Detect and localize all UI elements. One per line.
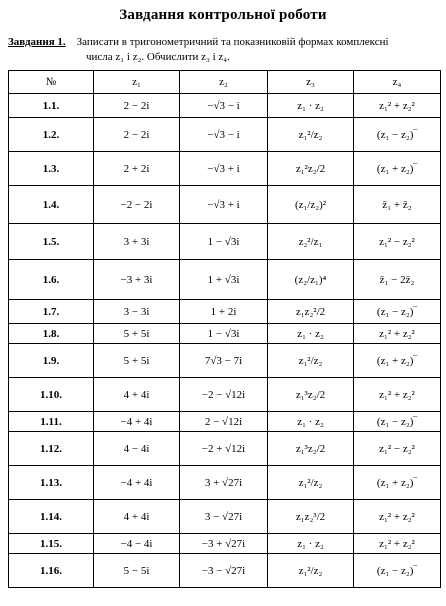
z2-value: −√3 − i bbox=[207, 128, 240, 141]
cell-z4 bbox=[354, 260, 441, 300]
header-z1: z₁ bbox=[94, 71, 180, 94]
cell-number bbox=[9, 344, 94, 378]
table-row bbox=[9, 466, 441, 500]
z4-value: z₁² + z₂² bbox=[379, 327, 415, 340]
cell-z1 bbox=[94, 260, 180, 300]
cell-z3 bbox=[268, 534, 354, 554]
table-body bbox=[9, 94, 441, 588]
cell-z2 bbox=[180, 500, 268, 534]
task-number: 1.8. bbox=[42, 327, 60, 340]
cell-z1 bbox=[94, 500, 180, 534]
cell-z3 bbox=[268, 344, 354, 378]
z4-value: z₁² − z₂² bbox=[379, 442, 415, 455]
table-row bbox=[9, 534, 441, 554]
cell-z4 bbox=[354, 300, 441, 324]
cell-z1 bbox=[94, 118, 180, 152]
z1-value: −4 + 4i bbox=[120, 476, 153, 489]
cell-z2 bbox=[180, 344, 268, 378]
cell-z4 bbox=[354, 500, 441, 534]
table-row bbox=[9, 186, 441, 224]
z2-value: −3 − √27i bbox=[201, 564, 246, 577]
cell-z4 bbox=[354, 94, 441, 118]
table-header-row bbox=[9, 71, 441, 94]
cell-z1 bbox=[94, 412, 180, 432]
task-number: 1.12. bbox=[40, 442, 62, 455]
task-number: 1.3. bbox=[42, 162, 60, 175]
cell-z1 bbox=[94, 432, 180, 466]
cell-number bbox=[9, 260, 94, 300]
z4-value: z̄₁ − 2z̄₂ bbox=[379, 273, 415, 286]
cell-z3 bbox=[268, 152, 354, 186]
task-number: 1.14. bbox=[40, 510, 62, 523]
z2-value: 2 − √12i bbox=[204, 415, 243, 428]
z4-value: (z₁ + z₂)‾ bbox=[376, 476, 418, 489]
cell-z3 bbox=[268, 412, 354, 432]
z3-value: z₁²z₂/2 bbox=[295, 162, 326, 175]
header-z3: z₃ bbox=[268, 71, 354, 94]
cell-z3 bbox=[268, 118, 354, 152]
z1-value: −4 + 4i bbox=[120, 415, 153, 428]
z3-value: z₁ · z₂ bbox=[297, 537, 324, 550]
z4-value: z₁² + z₂² bbox=[379, 537, 415, 550]
table-row bbox=[9, 94, 441, 118]
cell-z2 bbox=[180, 466, 268, 500]
cell-z3 bbox=[268, 554, 354, 588]
table-row bbox=[9, 118, 441, 152]
cell-number bbox=[9, 118, 94, 152]
cell-z4 bbox=[354, 118, 441, 152]
table-row bbox=[9, 224, 441, 260]
z4-value: z₁² + z₂² bbox=[379, 388, 415, 401]
table-row bbox=[9, 344, 441, 378]
cell-z3 bbox=[268, 324, 354, 344]
z1-value: 2 − 2i bbox=[123, 99, 150, 112]
cell-z1 bbox=[94, 224, 180, 260]
table-row bbox=[9, 300, 441, 324]
z1-value: 3 + 3i bbox=[123, 235, 150, 248]
header-number: № bbox=[9, 71, 94, 94]
z1-value: 5 − 5i bbox=[123, 564, 150, 577]
z2-value: −√3 + i bbox=[207, 198, 240, 211]
task-number: 1.7. bbox=[42, 305, 60, 318]
table-row bbox=[9, 500, 441, 534]
z3-value: z₁²/z₂ bbox=[298, 354, 323, 367]
task-number: 1.13. bbox=[40, 476, 62, 489]
z4-value: z₁² − z₂² bbox=[379, 235, 415, 248]
z1-value: 2 − 2i bbox=[123, 128, 150, 141]
header-z2: z₂ bbox=[180, 71, 268, 94]
cell-z2 bbox=[180, 378, 268, 412]
table-row bbox=[9, 324, 441, 344]
cell-z2 bbox=[180, 412, 268, 432]
cell-z1 bbox=[94, 186, 180, 224]
z1-value: 4 + 4i bbox=[123, 510, 150, 523]
task-statement bbox=[8, 35, 440, 65]
z1-value: 3 − 3i bbox=[123, 305, 150, 318]
task-number: 1.15. bbox=[40, 537, 62, 550]
cell-z4 bbox=[354, 534, 441, 554]
cell-number bbox=[9, 94, 94, 118]
cell-z1 bbox=[94, 300, 180, 324]
z1-value: 5 + 5i bbox=[123, 354, 150, 367]
z3-value: z₁z₂²/2 bbox=[295, 305, 326, 318]
cell-z3 bbox=[268, 300, 354, 324]
cell-z4 bbox=[354, 554, 441, 588]
cell-z1 bbox=[94, 534, 180, 554]
cell-number bbox=[9, 186, 94, 224]
z3-value: z₁ · z₂ bbox=[297, 99, 324, 112]
z2-value: −2 + √12i bbox=[201, 442, 246, 455]
cell-z1 bbox=[94, 152, 180, 186]
z3-value: z₁ · z₂ bbox=[297, 327, 324, 340]
cell-z3 bbox=[268, 378, 354, 412]
task-number: 1.4. bbox=[42, 198, 60, 211]
cell-z1 bbox=[94, 554, 180, 588]
z1-value: −2 − 2i bbox=[120, 198, 153, 211]
z3-value: (z₁/z₂)² bbox=[294, 198, 327, 211]
z1-value: 2 + 2i bbox=[123, 162, 150, 175]
cell-z2 bbox=[180, 152, 268, 186]
z4-value: z̄₁ + z̄₂ bbox=[382, 198, 412, 211]
cell-z1 bbox=[94, 466, 180, 500]
cell-z2 bbox=[180, 94, 268, 118]
z3-value: z₁ · z₂ bbox=[297, 415, 324, 428]
task-number: 1.5. bbox=[42, 235, 60, 248]
header-z4: z₄ bbox=[354, 71, 441, 94]
cell-z2 bbox=[180, 118, 268, 152]
z2-value: 1 − √3i bbox=[207, 235, 240, 248]
z2-value: −2 − √12i bbox=[201, 388, 246, 401]
task-number: 1.6. bbox=[42, 273, 60, 286]
task-number: 1.9. bbox=[42, 354, 60, 367]
table-row bbox=[9, 260, 441, 300]
cell-number bbox=[9, 412, 94, 432]
cell-z3 bbox=[268, 432, 354, 466]
task-number: 1.11. bbox=[40, 415, 62, 428]
z4-value: (z₁ − z₂)‾ bbox=[376, 128, 418, 141]
cell-z2 bbox=[180, 554, 268, 588]
task-text-line1: Записати в тригонометричний та показниковій формах комплексні bbox=[76, 36, 389, 48]
cell-z3 bbox=[268, 500, 354, 534]
cell-z3 bbox=[268, 466, 354, 500]
task-number: 1.2. bbox=[42, 128, 60, 141]
z1-value: −3 + 3i bbox=[120, 273, 153, 286]
cell-z3 bbox=[268, 260, 354, 300]
z1-value: 5 + 5i bbox=[123, 327, 150, 340]
table-row bbox=[9, 554, 441, 588]
cell-z4 bbox=[354, 466, 441, 500]
z3-value: z₁²/z₂ bbox=[298, 476, 323, 489]
page-title: Завдання контрольної роботи bbox=[119, 7, 327, 23]
cell-number bbox=[9, 466, 94, 500]
z2-value: 1 + √3i bbox=[207, 273, 240, 286]
cell-z4 bbox=[354, 344, 441, 378]
z3-value: z₂²/z₁ bbox=[298, 235, 323, 248]
z3-value: z₁³z₂/2 bbox=[295, 388, 326, 401]
z2-value: 3 − √27i bbox=[204, 510, 243, 523]
cell-z1 bbox=[94, 344, 180, 378]
cell-number bbox=[9, 224, 94, 260]
cell-z4 bbox=[354, 412, 441, 432]
table-row bbox=[9, 378, 441, 412]
cell-z4 bbox=[354, 186, 441, 224]
task-table bbox=[8, 70, 441, 588]
task-number: 1.1. bbox=[42, 99, 60, 112]
task-number: 1.10. bbox=[40, 388, 62, 401]
z3-value: z₁²/z₂ bbox=[298, 564, 323, 577]
task-label: Завдання 1. bbox=[8, 36, 66, 48]
z4-value: z₁² + z₂² bbox=[379, 99, 415, 112]
task-text-line2: числа z₁ і z₂. Обчислити z₃ і z₄. bbox=[86, 51, 230, 63]
z2-value: −√3 + i bbox=[207, 162, 240, 175]
z4-value: (z₁ + z₂)‾ bbox=[376, 354, 418, 367]
cell-z2 bbox=[180, 324, 268, 344]
z2-value: −√3 − i bbox=[207, 99, 240, 112]
z3-value: z₁²/z₂ bbox=[298, 128, 323, 141]
cell-z4 bbox=[354, 152, 441, 186]
cell-z3 bbox=[268, 224, 354, 260]
cell-number bbox=[9, 534, 94, 554]
cell-number bbox=[9, 324, 94, 344]
z2-value: 1 − √3i bbox=[207, 327, 240, 340]
cell-z2 bbox=[180, 432, 268, 466]
cell-number bbox=[9, 378, 94, 412]
cell-z4 bbox=[354, 378, 441, 412]
cell-z2 bbox=[180, 300, 268, 324]
cell-z1 bbox=[94, 378, 180, 412]
table-row bbox=[9, 412, 441, 432]
z4-value: z₁² + z₂² bbox=[379, 510, 415, 523]
z3-value: z₁³z₂/2 bbox=[295, 442, 326, 455]
z4-value: (z₁ + z₂)‾ bbox=[376, 162, 418, 175]
z2-value: 1 + 2i bbox=[210, 305, 237, 318]
z2-value: 7√3 − 7i bbox=[204, 354, 243, 367]
table-row bbox=[9, 432, 441, 466]
z3-value: (z₂/z₁)⁴ bbox=[294, 273, 327, 286]
cell-z2 bbox=[180, 260, 268, 300]
z3-value: z₁z₂³/2 bbox=[295, 510, 326, 523]
cell-z3 bbox=[268, 186, 354, 224]
cell-z1 bbox=[94, 324, 180, 344]
cell-z2 bbox=[180, 224, 268, 260]
task-number: 1.16. bbox=[40, 564, 62, 577]
z4-value: (z₁ − z₂)‾ bbox=[376, 305, 418, 318]
cell-number bbox=[9, 152, 94, 186]
cell-z2 bbox=[180, 534, 268, 554]
table-row bbox=[9, 152, 441, 186]
cell-z3 bbox=[268, 94, 354, 118]
cell-number bbox=[9, 300, 94, 324]
cell-number bbox=[9, 432, 94, 466]
cell-z4 bbox=[354, 432, 441, 466]
cell-number bbox=[9, 554, 94, 588]
z1-value: −4 − 4i bbox=[120, 537, 153, 550]
z2-value: 3 + √27i bbox=[204, 476, 243, 489]
cell-z4 bbox=[354, 224, 441, 260]
cell-number bbox=[9, 500, 94, 534]
cell-z4 bbox=[354, 324, 441, 344]
cell-z1 bbox=[94, 94, 180, 118]
z1-value: 4 + 4i bbox=[123, 388, 150, 401]
z1-value: 4 − 4i bbox=[123, 442, 150, 455]
z2-value: −3 + √27i bbox=[201, 537, 246, 550]
z4-value: (z₁ − z₂)‾ bbox=[376, 564, 418, 577]
z4-value: (z₁ − z₂)‾ bbox=[376, 415, 418, 428]
cell-z2 bbox=[180, 186, 268, 224]
